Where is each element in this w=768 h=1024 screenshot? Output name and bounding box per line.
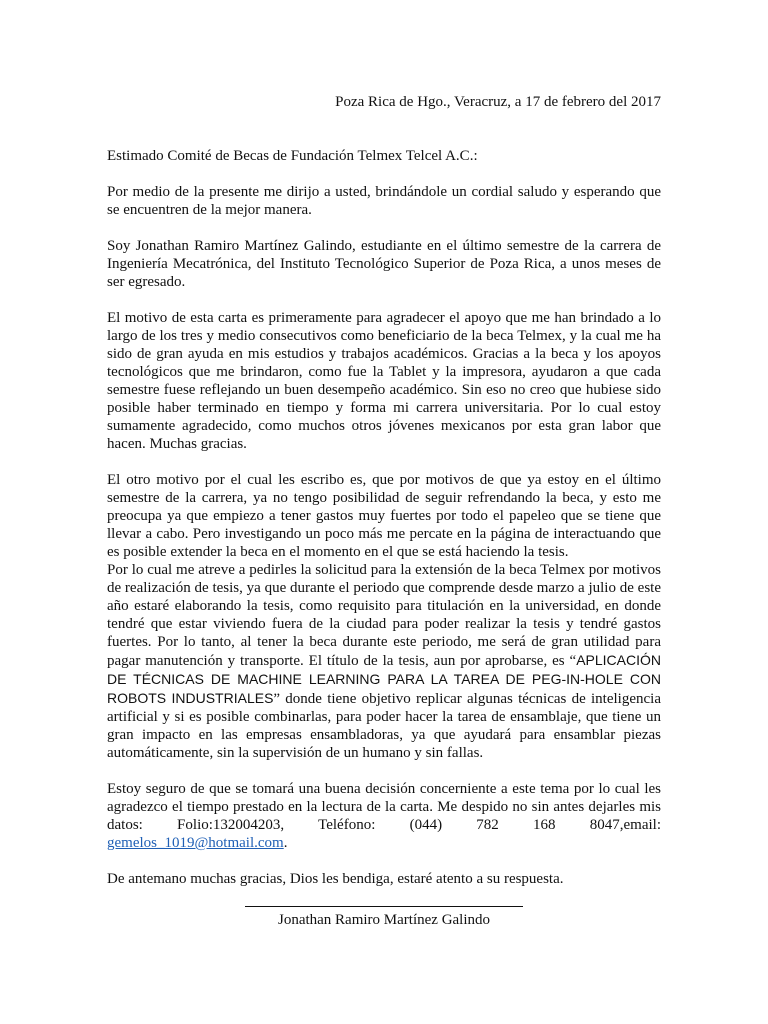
paragraph-request xyxy=(107,561,661,762)
request-text-continued: ” donde tiene objetivo replicar algunas técnicas de inteligencia artificial y si es posible combinarlas, para poder hacer la tarea de ensamblaje, que tiene un gran impacto en las empresas ensambladoras, ya que ayudará para ensamblar piezas automáticamente, sin la supervisión de un humano y sin fallas. xyxy=(107,691,661,761)
paragraph-gratitude: El motivo de esta carta es primeramente para agradecer el apoyo que me han brindado a lo largo de los tres y medio consecutivos como beneficiario de la beca Telmex, y la cual me ha sido de gran ayuda en mis estudios y trabajos académicos. Gracias a la beca y los apoyos tecnológicos que me brindaron, como fue la Tablet y la impresora, ayudaron a que cada semestre fuese reflejando un buen desempeño académico. Sin eso no creo que hubiese sido posible haber terminado en tiempo y forma mi carrera universitaria. Por lo cual estoy sumamente agradecido, como muchos otros jóvenes mexicanos por esta gran labor que hacen. Muchas gracias. xyxy=(107,310,661,452)
thesis-title: APLICACIÓN DE TÉCNICAS DE MACHINE LEARNING PARA LA TAREA DE PEG-IN-HOLE CON ROBOTS INDUSTRIALES xyxy=(107,652,661,706)
salutation: Estimado Comité de Becas de Fundación Telmex Telcel A.C.: xyxy=(107,148,478,164)
signature-line xyxy=(245,906,523,907)
contact-text: Estoy seguro de que se tomará una buena decisión concerniente a este tema por lo cual les agradezco el tiempo prestado en la lectura de la carta. Me despido no sin antes dejarles mis datos: Folio:132004203, Teléfono: (044) 782 168 8047,email: xyxy=(107,781,661,833)
paragraph-contact xyxy=(107,780,661,852)
paragraph-greeting: Por medio de la presente me dirijo a usted, brindándole un cordial saludo y esperando que se encuentren de la mejor manera. xyxy=(107,184,661,218)
paragraph-reason: El otro motivo por el cual les escribo es, que por motivos de que ya estoy en el último semestre de la carrera, ya no tengo posibilidad de seguir refrendando la beca, y esto me preocupa ya que empiezo a tener gastos muy fuertes por todo el papeleo que se tiene que llevar a cabo. Pero investigando un poco más me percate en la página de interactuando que es posible extender la beca en el momento en el que se está haciendo la tesis. xyxy=(107,472,661,560)
request-text: Por lo cual me atreve a pedirles la solicitud para la extensión de la beca Telmex por motivos de realización de tesis, ya que durante el periodo que comprende desde marzo a julio de este año estaré elaborando la tesis, como requisito para titulación en la universidad, en donde tendré que estar viviendo fuera de la ciudad para poder realizar la tesis y tendré gastos fuertes. Por lo tanto, al tener la beca durante este periodo, me será de gran utilidad para pagar manutención y transporte. El título de la tesis, aun por aprobarse, es “ xyxy=(107,562,661,669)
email-link[interactable]: gemelos_1019@hotmail.com xyxy=(107,835,284,851)
paragraph-closing: De antemano muchas gracias, Dios les bendiga, estaré atento a su respuesta. xyxy=(107,871,564,887)
contact-end: . xyxy=(283,835,288,851)
signature-name: Jonathan Ramiro Martínez Galindo xyxy=(277,912,491,928)
letter-body xyxy=(107,147,661,906)
place-date: Poza Rica de Hgo., Veracruz, a 17 de febrero del 2017 xyxy=(335,94,661,110)
paragraph-introduction: Soy Jonathan Ramiro Martínez Galindo, estudiante en el último semestre de la carrera de Ingeniería Mecatrónica, del Instituto Tecnológico Superior de Poza Rica, a unos meses de ser egresado. xyxy=(107,238,661,290)
